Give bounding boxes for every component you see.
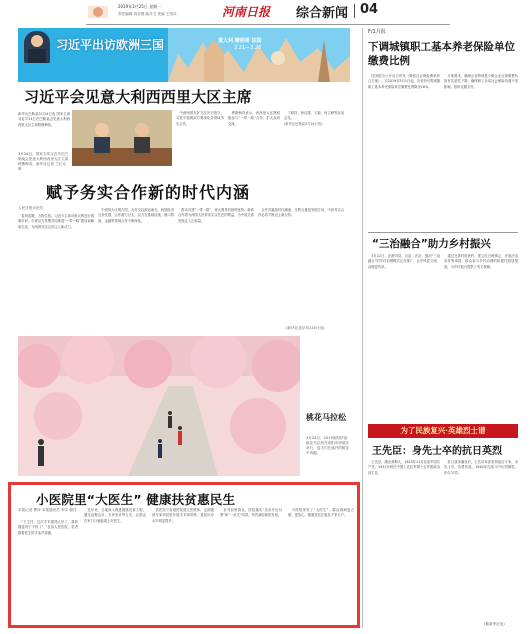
lead-headline: 习近平会见意大利西西里大区主席 xyxy=(24,88,253,106)
header-date: 2019年3月25日 星期一 xyxy=(118,4,162,9)
marathon-photo xyxy=(18,336,300,476)
feature-col-4: 针对贫困群众，医院落实“先诊疗后付费”和“一站式”结算，有效减轻就医负担。 xyxy=(220,508,282,518)
banner-countries: 意大利 摩纳哥 法国 xyxy=(218,38,262,44)
feature-col-1: “王主任，这次手术做得太好了，我的膝盖终于不疼了！”在县人民医院，患者握着医生的手连声道谢。 xyxy=(18,520,78,535)
right-rule-1 xyxy=(368,232,518,233)
lead-photo xyxy=(72,110,172,166)
story3-banner xyxy=(368,424,518,438)
banner-dates: 3.21—3.26 xyxy=(234,45,262,51)
right-divider xyxy=(362,28,363,628)
header-editors: 责任编辑 刘亦强 曲开文 美编 王伟宾 xyxy=(118,12,177,16)
feature-col-3: 县医院与省级医院建立医联体，定期邀请专家到县里开展手术和带教，基层诊疗水平明显提升。 xyxy=(152,508,214,523)
banner-title: 习近平出访欧洲三国 xyxy=(56,38,165,52)
paper-name: 河南日报 xyxy=(222,5,271,19)
commentary-byline: 人民日报评论员 xyxy=(18,206,44,210)
commentary-col-1: 春风送暖，万物生机。习近平主席对意大利进行国事访问，中意双方签署共同推进“一带一路”建设谅解备忘录，为两国务实合作注入新动力。 xyxy=(18,214,94,229)
story1-col-1: 国务院办公厅近日印发《降低社会保险费率综合方案》，自2019年5月1日起，各省份可将城镇职工基本养老保险单位缴费比例降至16%。 xyxy=(368,74,440,89)
story3-col-1: 王先臣，湖北黄梅人，1925年11月参加中国共产党，1931年秋任中国工农红军第十五军团政治部主任。 xyxy=(368,460,440,475)
banner xyxy=(18,28,350,82)
feature-byline: 本报记者 曹萍 本报通讯员 李学 朝洋 xyxy=(18,508,77,512)
story3-tag: (据新华社电) xyxy=(484,622,505,626)
lead-body-2: 穆斯梅奇表示，西西里大区愿积极参与“一带一路”合作，扩大双向交流。 xyxy=(228,111,280,126)
commentary-tag: (新华社北京3月24日电) xyxy=(286,326,325,330)
lead-body-1: 中意两国友好交往历史悠久，习近平强调双方要深化各领域务实合作。 xyxy=(176,111,224,126)
photo-caption-text: 3月24日，2019洛阳伊滨桃花马拉松在洛阳市伊滨区举行，选手们在盛开的桃花中奔跑。 xyxy=(306,436,350,455)
story2-col-1: 3月22日，在淅川县，自治、法治、德治“三治融合”的乡村治理模式正在推广，让乡风更文明、治理更有效。 xyxy=(368,254,440,269)
story1-headline: 下调城镇职工基本养老保险单位缴费比例 xyxy=(368,41,515,67)
story2-headline: “三治融合”助力乡村振兴 xyxy=(372,238,491,250)
story3-col-2: 抗日战争爆发后，王先臣率部坚持敌后斗争，身先士卒，英勇作战，1940年在战斗中壮烈牺牲，年仅37岁。 xyxy=(444,460,518,475)
right-kicker: F/1月报 xyxy=(368,29,386,35)
header-rule xyxy=(86,24,450,25)
commentary-col-2: 中意同为文明古国，友好交往源远流长。两国经济互补性强，合作潜力巨大，双方在基础设施、港口物流、金融等领域合作不断深化。 xyxy=(98,208,174,223)
page-number: 04 xyxy=(360,2,379,17)
feature-col-5: 小医院里有了“大医生”，群众看病更方便、更放心，健康扶贫正惠及千家万户。 xyxy=(288,508,354,518)
story1-col-2: 方案要求，确保企业特别是小微企业社保缴费负担有实质性下降，确保职工各项社会保险待遇不受影响、按时足额支付。 xyxy=(444,74,518,89)
portrait-icon xyxy=(24,31,50,63)
section-title: 综合新闻 xyxy=(296,6,349,21)
commentary-headline: 赋予务实合作新的时代内涵 xyxy=(46,183,251,202)
commentary-col-3: 推动共建“一带一路”，意大利具有独特优势。新的合作将为两国人民带来实实在在的利益，为中欧关系发展注入正能量。 xyxy=(178,208,254,223)
page-header xyxy=(0,0,530,28)
feature-headline: 小医院里“大医生” 健康扶贫惠民生 xyxy=(36,492,236,507)
lead-caption: 3月24日，国家主席习近平在巴勒莫会见意大利西西里大区主席穆斯梅奇。新华社记者 兰红光 摄 xyxy=(18,152,69,170)
story3-headline: 王先臣：身先士卒的抗日英烈 xyxy=(372,446,502,457)
lead-body-3: 丁薛祥、杨洁篪、王毅、何立峰等参加会见。 (新华社巴勒莫3月24日电) xyxy=(284,111,344,126)
story3-banner-text: 为了民族复兴·英雄烈士谱 xyxy=(400,426,486,435)
lead-dek: 新华社巴勒莫3月24日电 国家主席习近平24日在巴勒莫会见意大利西西里大区主席穆斯梅奇。 xyxy=(18,112,70,127)
commentary-col-4: 合作共赢是时代潮流，互利互惠是发展方向。中意务实合作必将不断迈上新台阶。 xyxy=(258,208,344,218)
header-divider xyxy=(354,4,355,18)
story2-col-2: 通过完善村规民约、建立红白理事会、开展法治宣传等举措，群众参与乡村治理的积极性明显提高，为乡村振兴提供了有力保障。 xyxy=(444,254,518,269)
photo-caption-title: 桃花马拉松 xyxy=(306,413,346,422)
paper-logo-icon xyxy=(86,4,110,20)
feature-col-2: 近年来，当地深入推进健康扶贫工程，通过远程会诊、专家坐诊等方式，让群众在家门口就能看上好医生。 xyxy=(84,508,146,523)
